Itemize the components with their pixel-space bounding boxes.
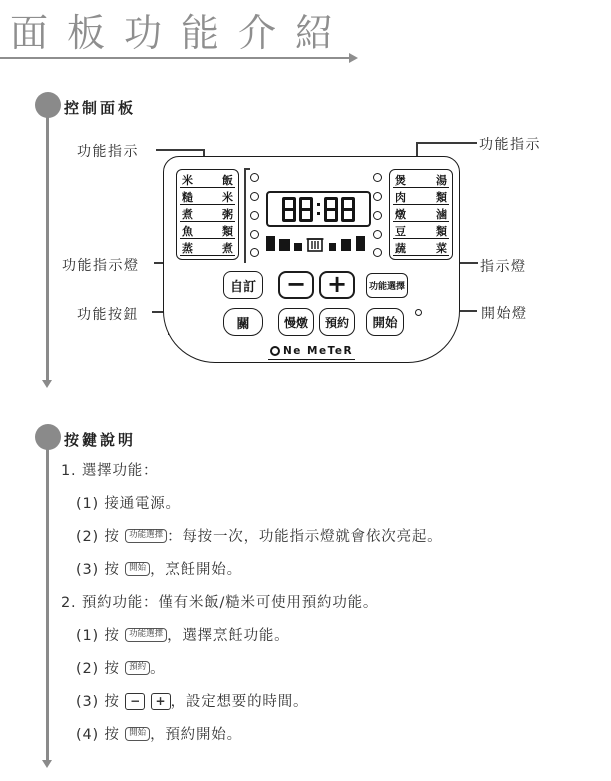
callout-function-buttons: 功能按鈕 [77, 307, 139, 323]
callout-function-indicator-right: 功能指示 [479, 137, 541, 153]
function-label-meat: 肉 類 [393, 188, 449, 205]
function-label-porridge: 煮 粥 [180, 205, 235, 222]
instruction-step: (3) 按 − + ，設定想要的時間。 [76, 693, 309, 710]
plus-button: + [319, 271, 355, 299]
section-bullet-button-desc [35, 424, 61, 450]
led-display [266, 191, 371, 227]
brand-o-ring-icon [270, 346, 280, 356]
arrow-down-icon [42, 380, 52, 388]
instructions-list [61, 461, 606, 758]
indicator-lamp [373, 211, 382, 220]
instruction-step: (3) 按 開始 ，烹飪開始。 [76, 562, 242, 578]
function-select-button: 功能選擇 [366, 273, 408, 298]
function-label-rice: 米 飯 [180, 171, 235, 188]
left-function-label-box [176, 169, 239, 260]
start-lamp [415, 309, 422, 316]
timeline-line-2 [46, 448, 49, 760]
callout-function-indicator-light: 功能指示燈 [62, 258, 140, 274]
off-button: 關 [223, 308, 263, 336]
minus-button: − [278, 271, 314, 299]
right-function-label-box [389, 169, 453, 260]
brand-logo [164, 345, 459, 360]
instruction-step: (2) 按 功能選擇 ：每按一次，功能指示燈就會依次亮起。 [76, 529, 443, 545]
function-label-fish: 魚 類 [180, 222, 235, 239]
control-panel-diagram [163, 156, 460, 363]
arrow-right-icon [349, 53, 358, 63]
indicator-lamp [250, 211, 259, 220]
preset-button: 預約 [319, 308, 355, 336]
plus-chip: + [151, 693, 171, 710]
lamp-bracket-tick [244, 168, 250, 170]
brand-text: Ne MeTeR [282, 345, 354, 357]
leader-line [417, 142, 477, 144]
function-label-beans: 豆 類 [393, 222, 449, 239]
instruction-step: (2) 按 預約 。 [76, 661, 166, 677]
function-select-chip: 功能選擇 [125, 628, 167, 642]
function-label-brown-rice: 糙 米 [180, 188, 235, 205]
seven-segment-digit [282, 197, 296, 222]
instruction-step: (4) 按 開始 ，預約開始。 [76, 727, 242, 743]
indicator-lamp [250, 248, 259, 257]
lamp-bracket-line [244, 168, 246, 263]
indicator-lamp [373, 230, 382, 239]
leader-line [156, 149, 203, 151]
level-indicator-icons [263, 234, 375, 254]
indicator-lamp [373, 192, 382, 201]
start-button: 開始 [366, 308, 404, 336]
indicator-lamp [250, 192, 259, 201]
callout-function-indicator-left: 功能指示 [77, 144, 139, 160]
instruction-step: (1) 按 功能選擇 ，選擇烹飪功能。 [76, 628, 290, 644]
instruction-step: (1) 接通電源。 [76, 496, 181, 512]
arrow-down-icon [42, 760, 52, 768]
indicator-lamp [250, 173, 259, 182]
slow-stew-button: 慢燉 [278, 308, 314, 336]
indicator-lamp [373, 248, 382, 257]
indicator-lamp [373, 173, 382, 182]
keep-warm-icon [307, 239, 324, 251]
custom-button: 自訂 [223, 271, 263, 299]
start-chip: 開始 [125, 562, 150, 576]
preset-chip: 預約 [125, 661, 150, 675]
instruction-item-2-title: 2. 預約功能：僅有米飯/糙米可使用預約功能。 [61, 595, 379, 611]
seven-segment-digit [324, 197, 338, 222]
callout-start-light: 開始燈 [481, 306, 528, 322]
section-title-button-desc: 按鍵說明 [64, 431, 137, 449]
indicator-lamp [250, 230, 259, 239]
function-label-vegetables: 蔬 菜 [393, 239, 449, 256]
function-select-chip: 功能選擇 [125, 529, 167, 543]
function-label-stew: 燉 滷 [393, 205, 449, 222]
display-colon [317, 203, 320, 215]
start-chip: 開始 [125, 727, 150, 741]
title-underline [0, 57, 349, 59]
section-title-control-panel: 控制面板 [64, 99, 137, 117]
minus-chip: − [125, 693, 145, 710]
function-label-soup: 煲 湯 [393, 171, 449, 188]
timeline-line-1 [46, 116, 49, 380]
instruction-item-1-title: 1. 選擇功能： [61, 463, 159, 479]
seven-segment-digit [299, 197, 313, 222]
callout-indicator-light: 指示燈 [480, 259, 527, 275]
function-label-steam: 蒸 煮 [180, 239, 235, 256]
section-bullet-control-panel [35, 92, 61, 118]
seven-segment-digit [341, 197, 355, 222]
page-title: 面板功能介紹 [10, 11, 353, 55]
